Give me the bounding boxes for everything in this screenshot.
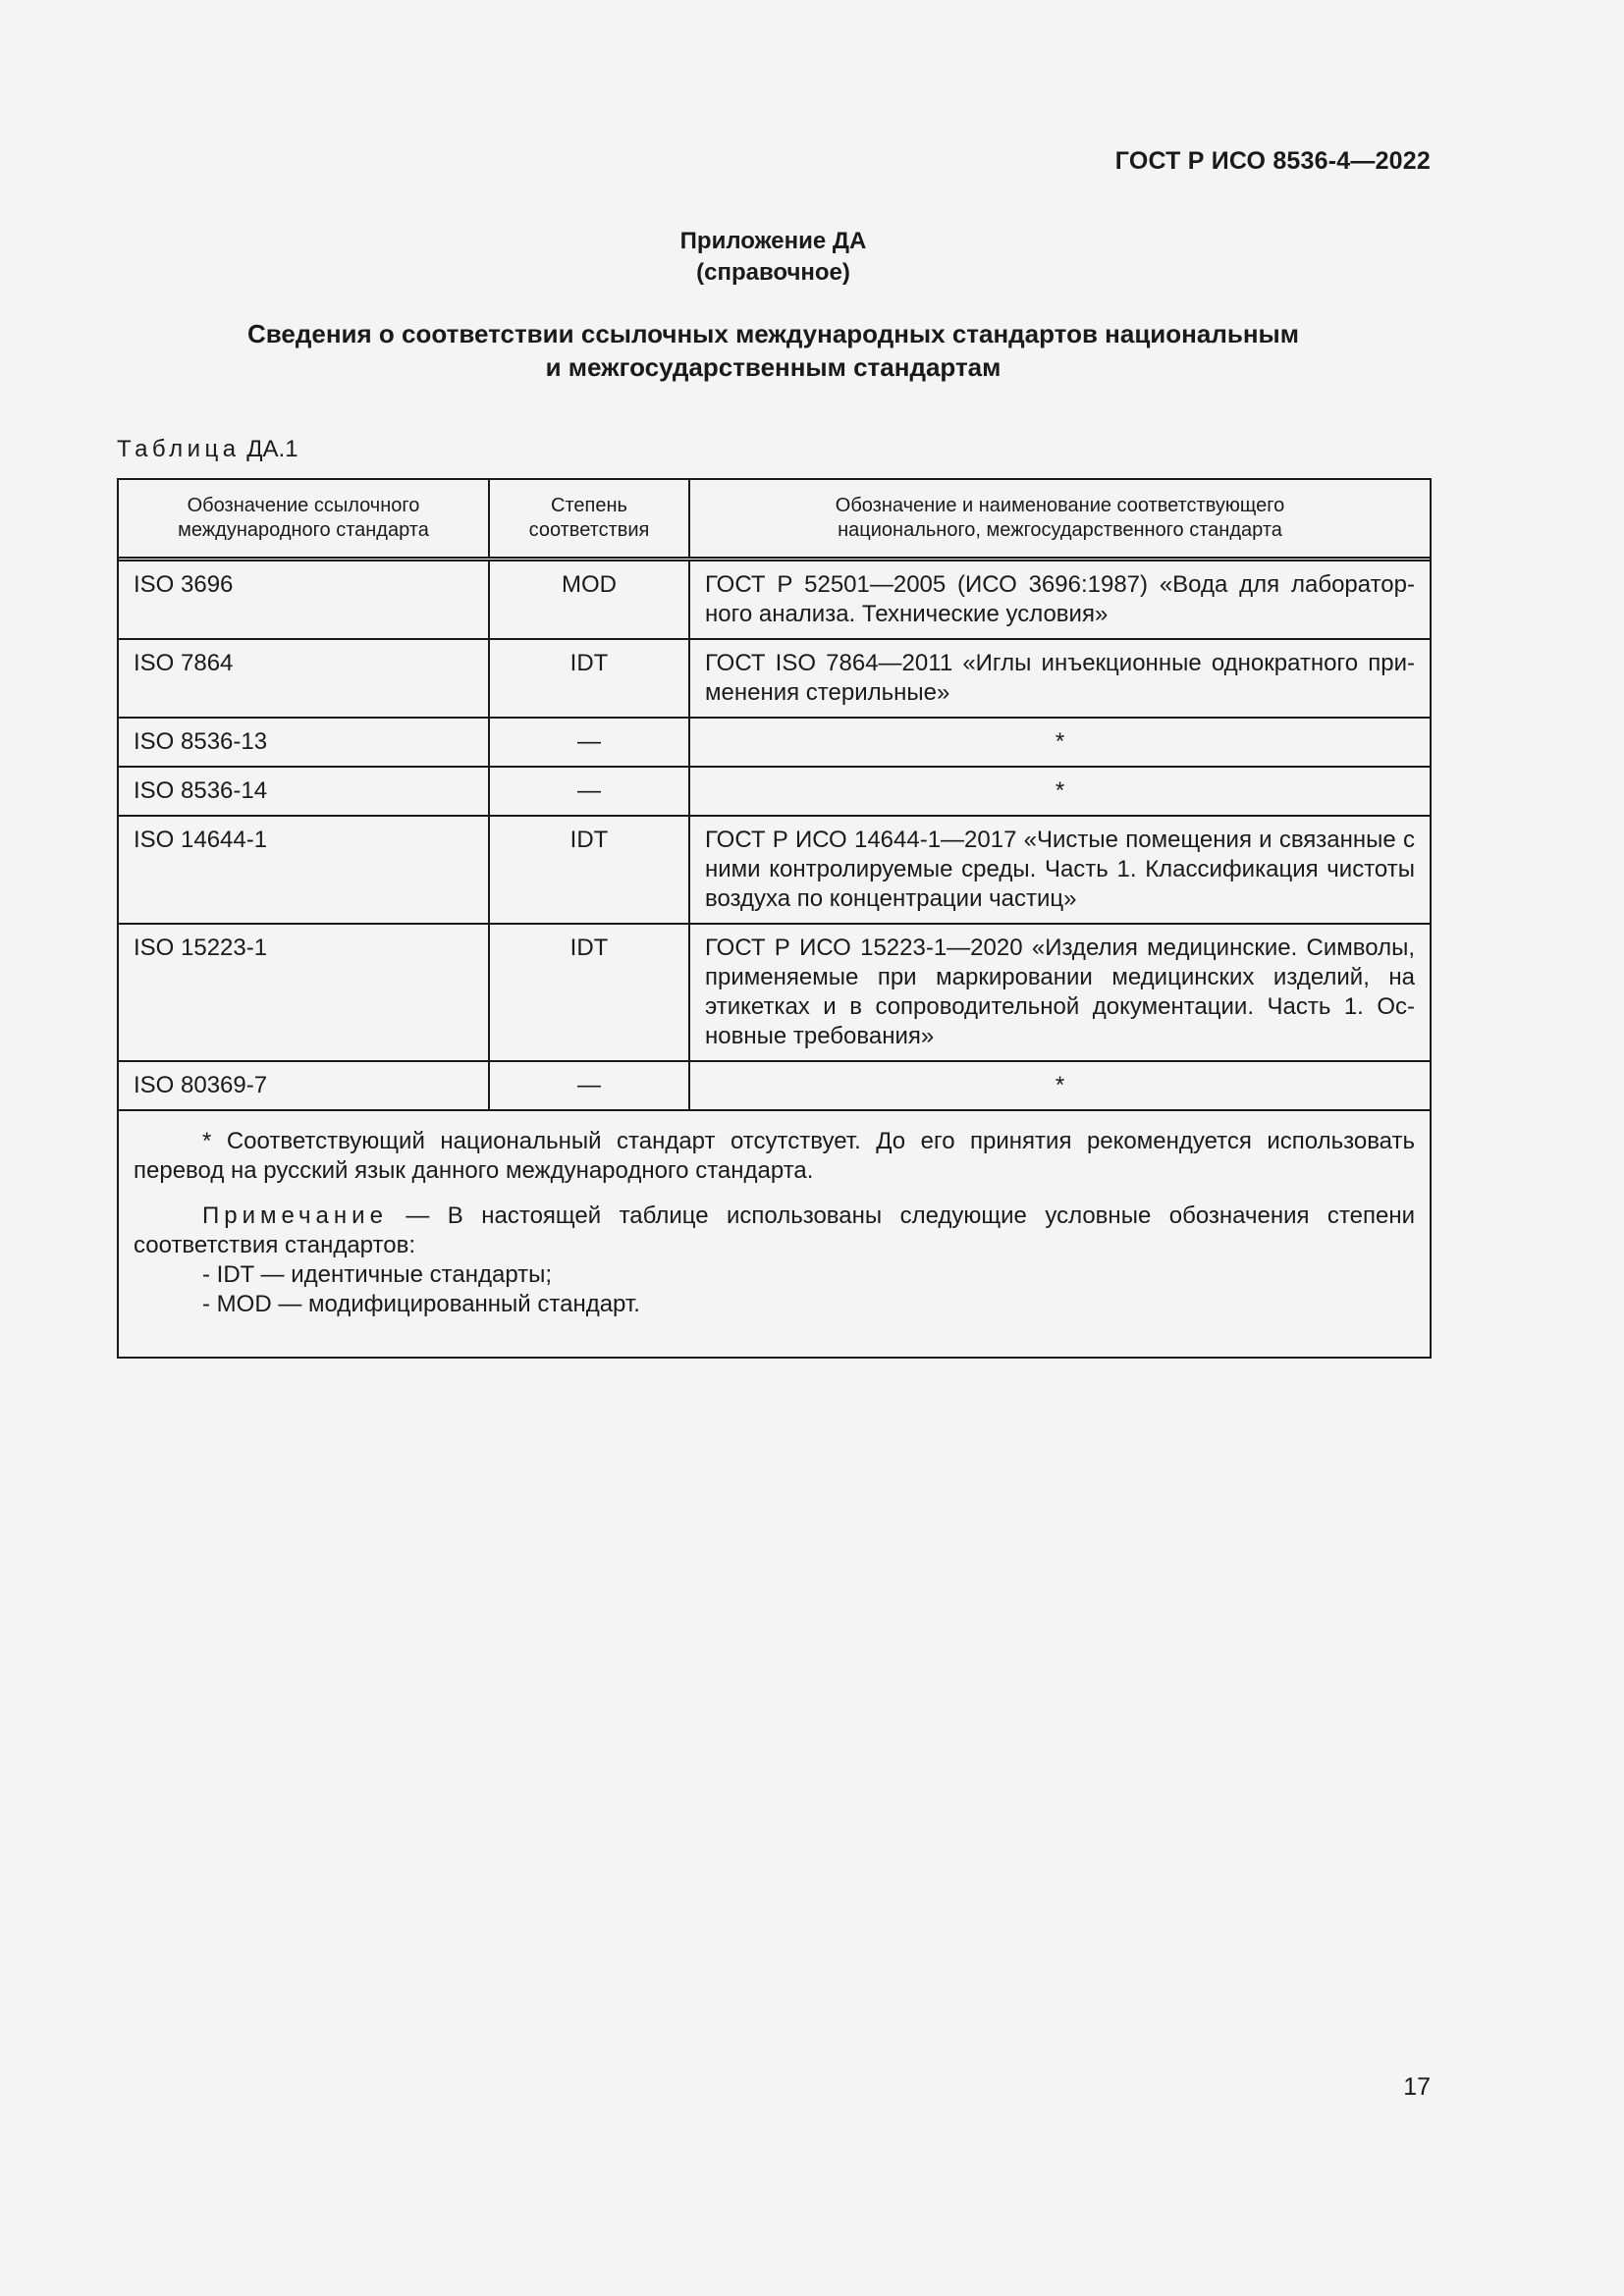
row-degree: — xyxy=(489,1061,689,1110)
row-code: ISO 80369-7 xyxy=(119,1061,489,1110)
row-code: ISO 14644-1 xyxy=(119,816,489,924)
row-code: ISO 15223-1 xyxy=(119,924,489,1061)
row-code: ISO 8536-14 xyxy=(119,767,489,816)
table-row xyxy=(119,924,1430,1061)
header-reference-standard xyxy=(119,480,489,560)
header-col1-line2: международного стандарта xyxy=(178,519,429,541)
note-intro xyxy=(134,1201,1415,1260)
row-code: ISO 7864 xyxy=(119,639,489,718)
header-col2-line1: Степень xyxy=(551,495,627,516)
header-col2-line2: соответствия xyxy=(528,519,650,541)
note-label: Примечание xyxy=(202,1202,388,1229)
table-row xyxy=(119,816,1430,924)
annex-heading xyxy=(0,226,1546,289)
row-description: ГОСТ ISO 7864—2011 «Иглы инъекционные однократного применения стерильные» xyxy=(689,639,1430,718)
table-notes-row xyxy=(119,1110,1430,1357)
annex-subtitle: (справочное) xyxy=(696,259,850,286)
table-note xyxy=(134,1201,1415,1319)
page-number: 17 xyxy=(1403,2073,1431,2101)
table-row xyxy=(119,767,1430,816)
table-caption xyxy=(117,436,298,463)
table-row xyxy=(119,718,1430,767)
row-degree: — xyxy=(489,767,689,816)
note-text: — В настоящей таблице использованы следующие условные обозначения степени соответствия стандартов: xyxy=(134,1202,1415,1258)
row-description: * xyxy=(689,767,1430,816)
row-degree: IDT xyxy=(489,639,689,718)
header-degree xyxy=(489,480,689,560)
header-col3-line2: национального, межгосударственного стандарта xyxy=(838,519,1282,541)
header-col1-line1: Обозначение ссылочного xyxy=(187,495,420,516)
row-degree: IDT xyxy=(489,924,689,1061)
section-title-line2: и межгосударственным стандартам xyxy=(545,352,1001,382)
row-description: ГОСТ Р ИСО 15223-1—2020 «Изделия медицинские. Символы, применяемые при маркировании медицинских изделий, на этикетках и в сопроводительной документации. Часть 1. Основные требования» xyxy=(689,924,1430,1061)
table-caption-number: ДА.1 xyxy=(246,436,298,462)
table-notes-cell xyxy=(119,1110,1430,1357)
row-description: * xyxy=(689,718,1430,767)
document-standard-code: ГОСТ Р ИСО 8536-4—2022 xyxy=(1114,147,1431,175)
header-col3-line1: Обозначение и наименование соответствующего xyxy=(835,495,1285,516)
table-row xyxy=(119,639,1430,718)
row-code: ISO 3696 xyxy=(119,560,489,640)
table-footnote: * Соответствующий национальный стандарт отсутствует. До его принятия рекомендуется использовать перевод на русский язык данного международного стандарта. xyxy=(134,1128,1415,1184)
section-title xyxy=(0,317,1546,384)
table-row xyxy=(119,1061,1430,1110)
row-code: ISO 8536-13 xyxy=(119,718,489,767)
row-description: ГОСТ Р ИСО 14644-1—2017 «Чистые помещения и связанные с ними контролируемые среды. Часть 1. Классификация чистоты воздуха по концентрации частиц» xyxy=(689,816,1430,924)
annex-title: Приложение ДА xyxy=(679,228,867,254)
table-header-row xyxy=(119,480,1430,560)
section-title-line1: Сведения о соответствии ссылочных международных стандартов национальным xyxy=(247,319,1299,348)
row-degree: MOD xyxy=(489,560,689,640)
row-degree: — xyxy=(489,718,689,767)
correspondence-table xyxy=(117,478,1432,1359)
table-row xyxy=(119,560,1430,640)
correspondence-table-grid xyxy=(119,480,1430,1357)
row-description: * xyxy=(689,1061,1430,1110)
note-item-mod: - MOD — модифицированный стандарт. xyxy=(202,1291,640,1317)
row-description: ГОСТ Р 52501—2005 (ИСО 3696:1987) «Вода для лабораторного анализа. Технические условия» xyxy=(689,560,1430,640)
row-degree: IDT xyxy=(489,816,689,924)
table-caption-word: Таблица xyxy=(117,436,241,462)
note-item-idt: - IDT — идентичные стандарты; xyxy=(202,1261,553,1288)
header-national-standard xyxy=(689,480,1430,560)
